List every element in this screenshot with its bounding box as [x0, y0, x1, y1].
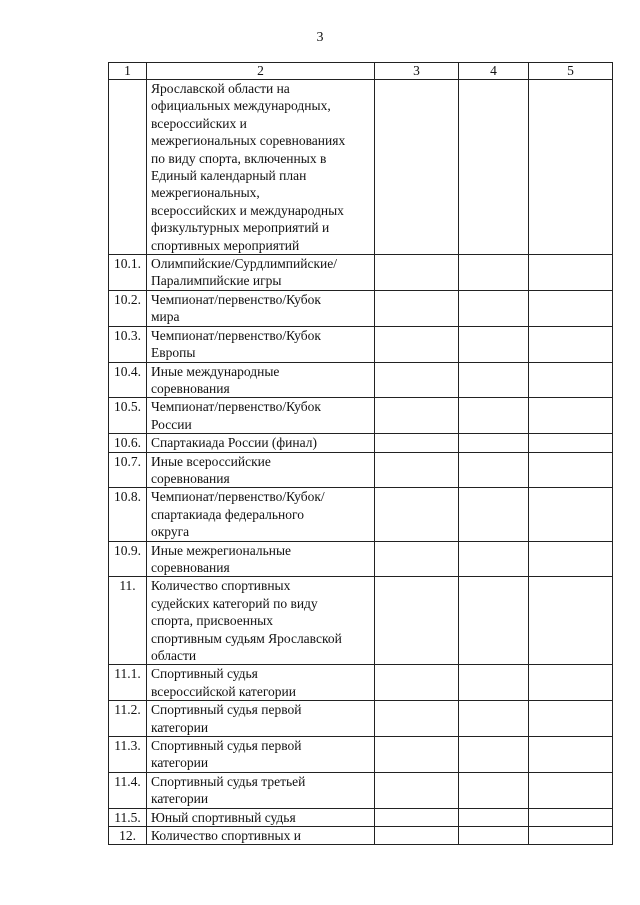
row-number: 10.2. [109, 290, 147, 326]
value-cell-col5 [529, 772, 613, 808]
row-description: Чемпионат/первенство/Кубок Европы [147, 326, 375, 362]
value-cell-col3 [375, 701, 459, 737]
value-cell-col4 [459, 808, 529, 826]
value-cell-col4 [459, 398, 529, 434]
value-cell-col3 [375, 827, 459, 845]
value-cell-col4 [459, 541, 529, 577]
row-number: 10.4. [109, 362, 147, 398]
row-number: 11.4. [109, 772, 147, 808]
row-description: Чемпионат/первенство/Кубок России [147, 398, 375, 434]
value-cell-col5 [529, 434, 613, 452]
value-cell-col4 [459, 255, 529, 291]
column-header: 5 [529, 63, 613, 80]
row-number: 11.5. [109, 808, 147, 826]
value-cell-col4 [459, 737, 529, 773]
value-cell-col5 [529, 541, 613, 577]
value-cell-col3 [375, 488, 459, 541]
row-number: 11.3. [109, 737, 147, 773]
value-cell-col5 [529, 80, 613, 255]
row-description: Спортивный судья всероссийской категории [147, 665, 375, 701]
row-number: 10.1. [109, 255, 147, 291]
row-number: 10.3. [109, 326, 147, 362]
value-cell-col5 [529, 577, 613, 665]
table-row [109, 577, 613, 665]
value-cell-col4 [459, 434, 529, 452]
row-description: Количество спортивных судейских категорий по виду спорта, присвоенных спортивным судьям Ярославской области [147, 577, 375, 665]
table-row [109, 398, 613, 434]
value-cell-col5 [529, 827, 613, 845]
page-number: 3 [316, 30, 324, 45]
column-header: 4 [459, 63, 529, 80]
table-row [109, 701, 613, 737]
value-cell-col3 [375, 290, 459, 326]
value-cell-col3 [375, 80, 459, 255]
row-number [109, 80, 147, 255]
table-row [109, 808, 613, 826]
value-cell-col4 [459, 827, 529, 845]
value-cell-col5 [529, 290, 613, 326]
value-cell-col3 [375, 452, 459, 488]
value-cell-col5 [529, 398, 613, 434]
document-table [108, 62, 613, 845]
row-description: Юный спортивный судья [147, 808, 375, 826]
row-description: Иные всероссийские соревнования [147, 452, 375, 488]
value-cell-col3 [375, 665, 459, 701]
value-cell-col3 [375, 362, 459, 398]
value-cell-col5 [529, 488, 613, 541]
value-cell-col3 [375, 541, 459, 577]
value-cell-col3 [375, 772, 459, 808]
value-cell-col5 [529, 326, 613, 362]
value-cell-col5 [529, 737, 613, 773]
value-cell-col4 [459, 488, 529, 541]
value-cell-col3 [375, 577, 459, 665]
value-cell-col4 [459, 452, 529, 488]
row-description: Олимпийские/Сурдлимпийские/ Паралимпийские игры [147, 255, 375, 291]
value-cell-col5 [529, 452, 613, 488]
value-cell-col3 [375, 398, 459, 434]
table-row [109, 665, 613, 701]
row-number: 10.5. [109, 398, 147, 434]
table-row [109, 326, 613, 362]
value-cell-col3 [375, 808, 459, 826]
column-header: 1 [109, 63, 147, 80]
column-header: 3 [375, 63, 459, 80]
table-row [109, 255, 613, 291]
row-description: Спартакиада России (финал) [147, 434, 375, 452]
row-description: Спортивный судья первой категории [147, 737, 375, 773]
table-row [109, 452, 613, 488]
row-number: 10.9. [109, 541, 147, 577]
row-number: 11.2. [109, 701, 147, 737]
row-number: 10.6. [109, 434, 147, 452]
value-cell-col4 [459, 665, 529, 701]
table-row [109, 541, 613, 577]
table-row [109, 488, 613, 541]
row-description: Ярославской области на официальных международных, всероссийских и межрегиональных соревнованиях по виду спорта, включенных в Единый календарный план межрегиональных, всероссийских и международных физкультурных мероприятий и спортивных мероприятий [147, 80, 375, 255]
row-number: 10.8. [109, 488, 147, 541]
row-number: 11.1. [109, 665, 147, 701]
row-number: 11. [109, 577, 147, 665]
value-cell-col5 [529, 808, 613, 826]
row-description: Спортивный судья первой категории [147, 701, 375, 737]
table-row [109, 737, 613, 773]
table-row [109, 290, 613, 326]
row-number: 12. [109, 827, 147, 845]
value-cell-col4 [459, 362, 529, 398]
table-row [109, 772, 613, 808]
row-description: Количество спортивных и [147, 827, 375, 845]
value-cell-col3 [375, 737, 459, 773]
value-cell-col5 [529, 362, 613, 398]
value-cell-col3 [375, 434, 459, 452]
value-cell-col4 [459, 80, 529, 255]
value-cell-col4 [459, 701, 529, 737]
row-description: Чемпионат/первенство/Кубок/ спартакиада федерального округа [147, 488, 375, 541]
value-cell-col4 [459, 772, 529, 808]
value-cell-col5 [529, 665, 613, 701]
row-description: Спортивный судья третьей категории [147, 772, 375, 808]
value-cell-col4 [459, 290, 529, 326]
row-description: Иные межрегиональные соревнования [147, 541, 375, 577]
table-row [109, 80, 613, 255]
row-description: Чемпионат/первенство/Кубок мира [147, 290, 375, 326]
row-number: 10.7. [109, 452, 147, 488]
table-row [109, 362, 613, 398]
row-description: Иные международные соревнования [147, 362, 375, 398]
table-row [109, 434, 613, 452]
value-cell-col4 [459, 326, 529, 362]
table-header-row [109, 63, 613, 80]
value-cell-col3 [375, 326, 459, 362]
value-cell-col5 [529, 701, 613, 737]
column-header: 2 [147, 63, 375, 80]
value-cell-col3 [375, 255, 459, 291]
value-cell-col5 [529, 255, 613, 291]
table-row [109, 827, 613, 845]
value-cell-col4 [459, 577, 529, 665]
